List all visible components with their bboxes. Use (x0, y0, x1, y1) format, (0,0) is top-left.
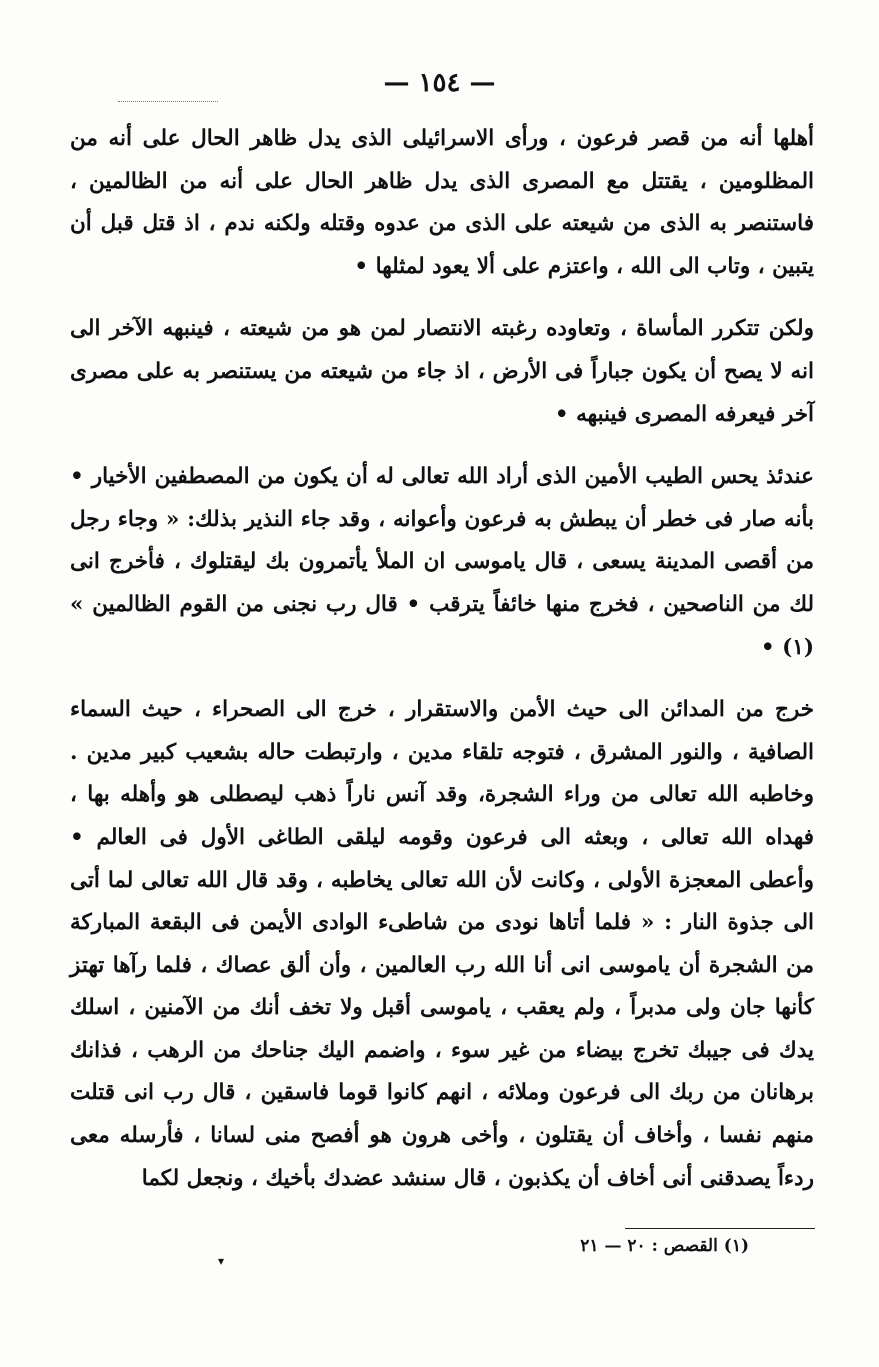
footnote-divider (625, 1228, 815, 1229)
footnote: (١) القصص : ٢٠ — ٢١ (580, 1236, 749, 1256)
body-text (70, 118, 814, 1200)
paragraph: عندئذ يحس الطيب الأمين الذى أراد الله تعالى له أن يكون من المصطفين الأخيار • بأنه صار فى خطر أن يبطش به فرعون وأعوانه ، وقد جاء النذير بذلك: « وجاء رجل من أقصى المدينة يسعى ، قال ياموسى ان الملأ يأتمرون بك ليقتلوك ، فأخرج انى لك من الناصحين ، فخرج منها خائفاً يترقب • قال رب نجنى من القوم الظالمين » (١) • (70, 464, 814, 660)
paragraph: أهلها أنه من قصر فرعون ، ورأى الاسرائيلى الذى يدل ظاهر الحال على أنه من المظلومين ، يقتتل مع المصرى الذى يدل ظاهر الحال على أنه من الظالمين ، فاستنصر به الذى من شيعته على الذى من عدوه وقتله ولكنه ندم ، اذ قتل قبل أن يتبين ، وتاب الى الله ، واعتزم على ألا يعود لمثلها • (70, 126, 814, 279)
paragraph: ولكن تتكرر المأساة ، وتعاوده رغبته الانتصار لمن هو من شيعته ، فينبهه الآخر الى انه لا يصح أن يكون جباراً فى الأرض ، اذ جاء من شيعته من يستنصر به على مصرى آخر فيعرفه المصرى فينبهه • (70, 316, 814, 427)
paragraph: خرج من المدائن الى حيث الأمن والاستقرار ، خرج الى الصحراء ، حيث السماء الصافية ، والنور المشرق ، فتوجه تلقاء مدين ، وارتبطت حاله بشعيب كبير مدين . وخاطبه الله تعالى من وراء الشجرة، وقد آنس ناراً ذهب ليصطلى هو وأهله بها ، فهداه الله تعالى ، وبعثه الى فرعون وقومه ليلقى الطاغى الأول فى العالم • وأعطى المعجزة الأولى ، وكانت لأن الله تعالى يخاطبه ، وقد قال الله تعالى لما أتى الى جذوة النار : « فلما أتاها نودى من شاطىء الوادى الأيمن فى البقعة المباركة من الشجرة أن ياموسى انى أنا الله رب العالمين ، وأن ألق عصاك ، فلما رآها تهتز كأنها جان ولى مدبراً ، ولم يعقب ، ياموسى أقبل ولا تخف أنك من الآمنين ، اسلك يدك فى جيبك تخرج بيضاء من غير سوء ، واضمم اليك جناحك من الرهب ، فذانك برهانان من ربك الى فرعون وملائه ، انهم كانوا قوما فاسقين ، قال رب انى قتلت منهم نفسا ، وأخاف أن يقتلون ، وأخى هرون هو أفصح منى لسانا ، فأرسله معى ردءاً يصدقنى أنى أخاف أن يكذبون ، قال سنشد عضدك بأخيك ، ونجعل لكما (70, 697, 814, 1191)
scan-speckle-line (118, 101, 218, 102)
scan-mark: ▾ (218, 1254, 225, 1268)
page-number: — ١٥٤ — (383, 68, 496, 98)
